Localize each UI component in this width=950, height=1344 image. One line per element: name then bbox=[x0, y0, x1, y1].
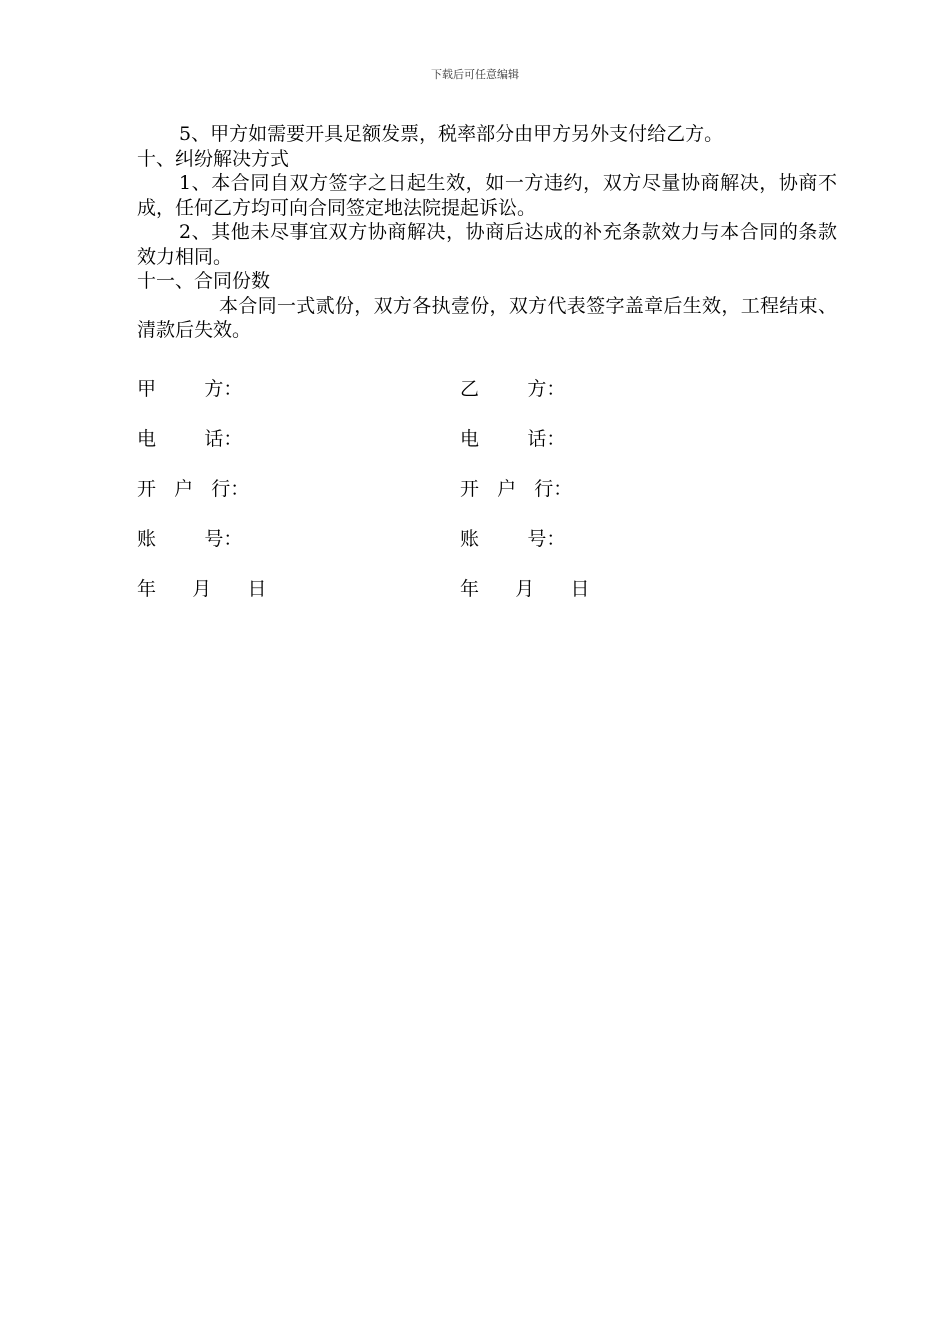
clause-5-invoice: 5、甲方如需要开具足额发票，税率部分由甲方另外支付给乙方。 bbox=[179, 123, 724, 145]
signature-row-phone bbox=[137, 424, 757, 448]
date-b-label: 年 月 日 bbox=[460, 578, 590, 600]
contract-body bbox=[137, 122, 837, 343]
signature-row-party bbox=[137, 374, 757, 398]
clause-1-effect: 1、本合同自双方签字之日起生效，如一方违约，双方尽量协商解决，协商不成，任何乙方均可向合同签定地法院提起诉讼。 bbox=[137, 172, 837, 219]
header-note: 下载后可任意编辑 bbox=[431, 68, 519, 81]
party-a-label: 甲 方： bbox=[137, 378, 243, 400]
account-a-label: 账 号： bbox=[137, 528, 243, 550]
phone-b-label: 电 话： bbox=[460, 428, 566, 450]
party-b-label: 乙 方： bbox=[460, 378, 566, 400]
date-a-label: 年 月 日 bbox=[137, 578, 267, 600]
section-heading-dispute: 十、纠纷解决方式 bbox=[137, 147, 290, 170]
section-heading-copies: 十一、合同份数 bbox=[137, 270, 271, 292]
signature-row-date bbox=[137, 574, 757, 598]
signature-row-bank bbox=[137, 474, 757, 498]
bank-b-label: 开 户 行： bbox=[460, 478, 573, 500]
clause-2-supplement: 2、其他未尽事宜双方协商解决，协商后达成的补充条款效力与本合同的条款效力相同。 bbox=[137, 221, 837, 268]
account-b-label: 账 号： bbox=[460, 528, 566, 550]
bank-a-label: 开 户 行： bbox=[137, 478, 250, 500]
phone-a-label: 电 话： bbox=[137, 428, 243, 450]
clause-copies: 本合同一式贰份，双方各执壹份，双方代表签字盖章后生效，工程结束、清款后失效。 bbox=[137, 294, 837, 341]
signature-row-account bbox=[137, 524, 757, 548]
